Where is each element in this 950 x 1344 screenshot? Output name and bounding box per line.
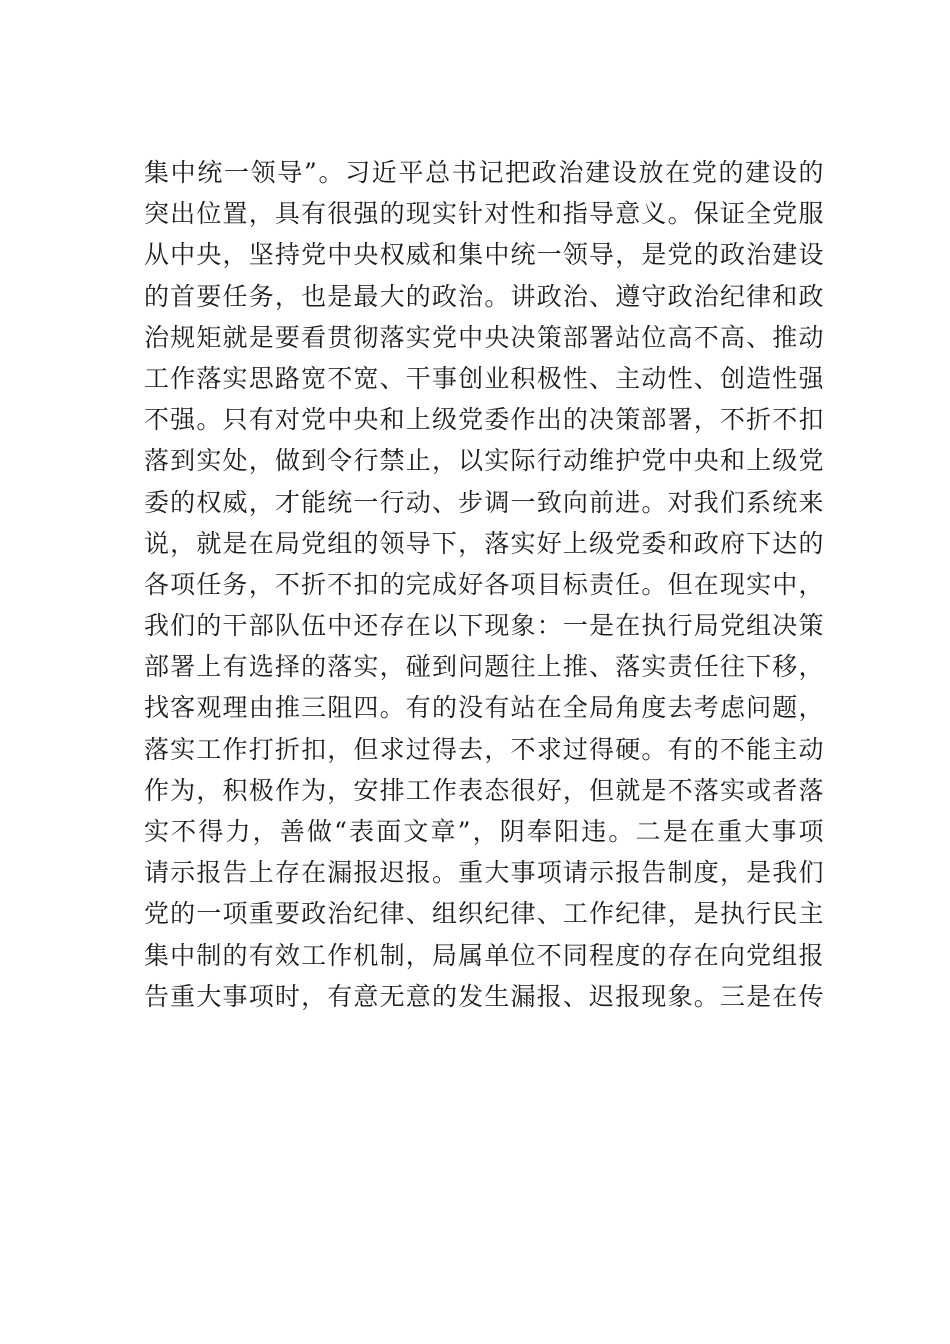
text-line: 落到实处，做到令行禁止，以实际行动维护党中央和上级党: [144, 446, 824, 476]
text-line: 委的权威，才能统一行动、步调一致向前进。对我们系统来: [144, 487, 824, 517]
body-text: [144, 152, 824, 1017]
text-line: 我们的干部队伍中还存在以下现象：一是在执行局党组决策: [144, 611, 824, 641]
text-line: 集中统一领导”。习近平总书记把政治建设放在党的建设的: [144, 158, 824, 187]
text-line: 请示报告上存在漏报迟报。重大事项请示报告制度，是我们: [144, 858, 824, 888]
text-line: 治规矩就是要看贯彻落实党中央决策部署站位高不高、推动: [144, 322, 824, 352]
text-line: 实不得力，善做“表面文章”，阴奉阳违。二是在重大事项: [144, 817, 824, 846]
text-line: 工作落实思路宽不宽、干事创业积极性、主动性、创造性强: [144, 363, 824, 393]
text-line: 集中制的有效工作机制，局属单位不同程度的存在向党组报: [144, 940, 824, 970]
text-line: 作为，积极作为，安排工作表态很好，但就是不落实或者落: [144, 775, 824, 805]
text-line: 各项任务，不折不扣的完成好各项目标责任。但在现实中，: [144, 569, 824, 599]
text-line: 不强。只有对党中央和上级党委作出的决策部署，不折不扣: [144, 405, 824, 435]
text-line: 党的一项重要政治纪律、组织纪律、工作纪律，是执行民主: [144, 899, 824, 929]
text-line: 部署上有选择的落实，碰到问题往上推、落实责任往下移，: [144, 652, 824, 682]
text-line: 找客观理由推三阻四。有的没有站在全局角度去考虑问题，: [144, 693, 824, 723]
text-line: 从中央，坚持党中央权威和集中统一领导，是党的政治建设: [144, 240, 824, 270]
text-line: 的首要任务，也是最大的政治。讲政治、遵守政治纪律和政: [144, 281, 824, 311]
text-line: 突出位置，具有很强的现实针对性和指导意义。保证全党服: [144, 199, 824, 229]
text-line: 说，就是在局党组的领导下，落实好上级党委和政府下达的: [144, 528, 824, 558]
text-line: 落实工作打折扣，但求过得去，不求过得硬。有的不能主动: [144, 734, 824, 764]
text-line: 告重大事项时，有意无意的发生漏报、迟报现象。三是在传: [144, 981, 824, 1011]
